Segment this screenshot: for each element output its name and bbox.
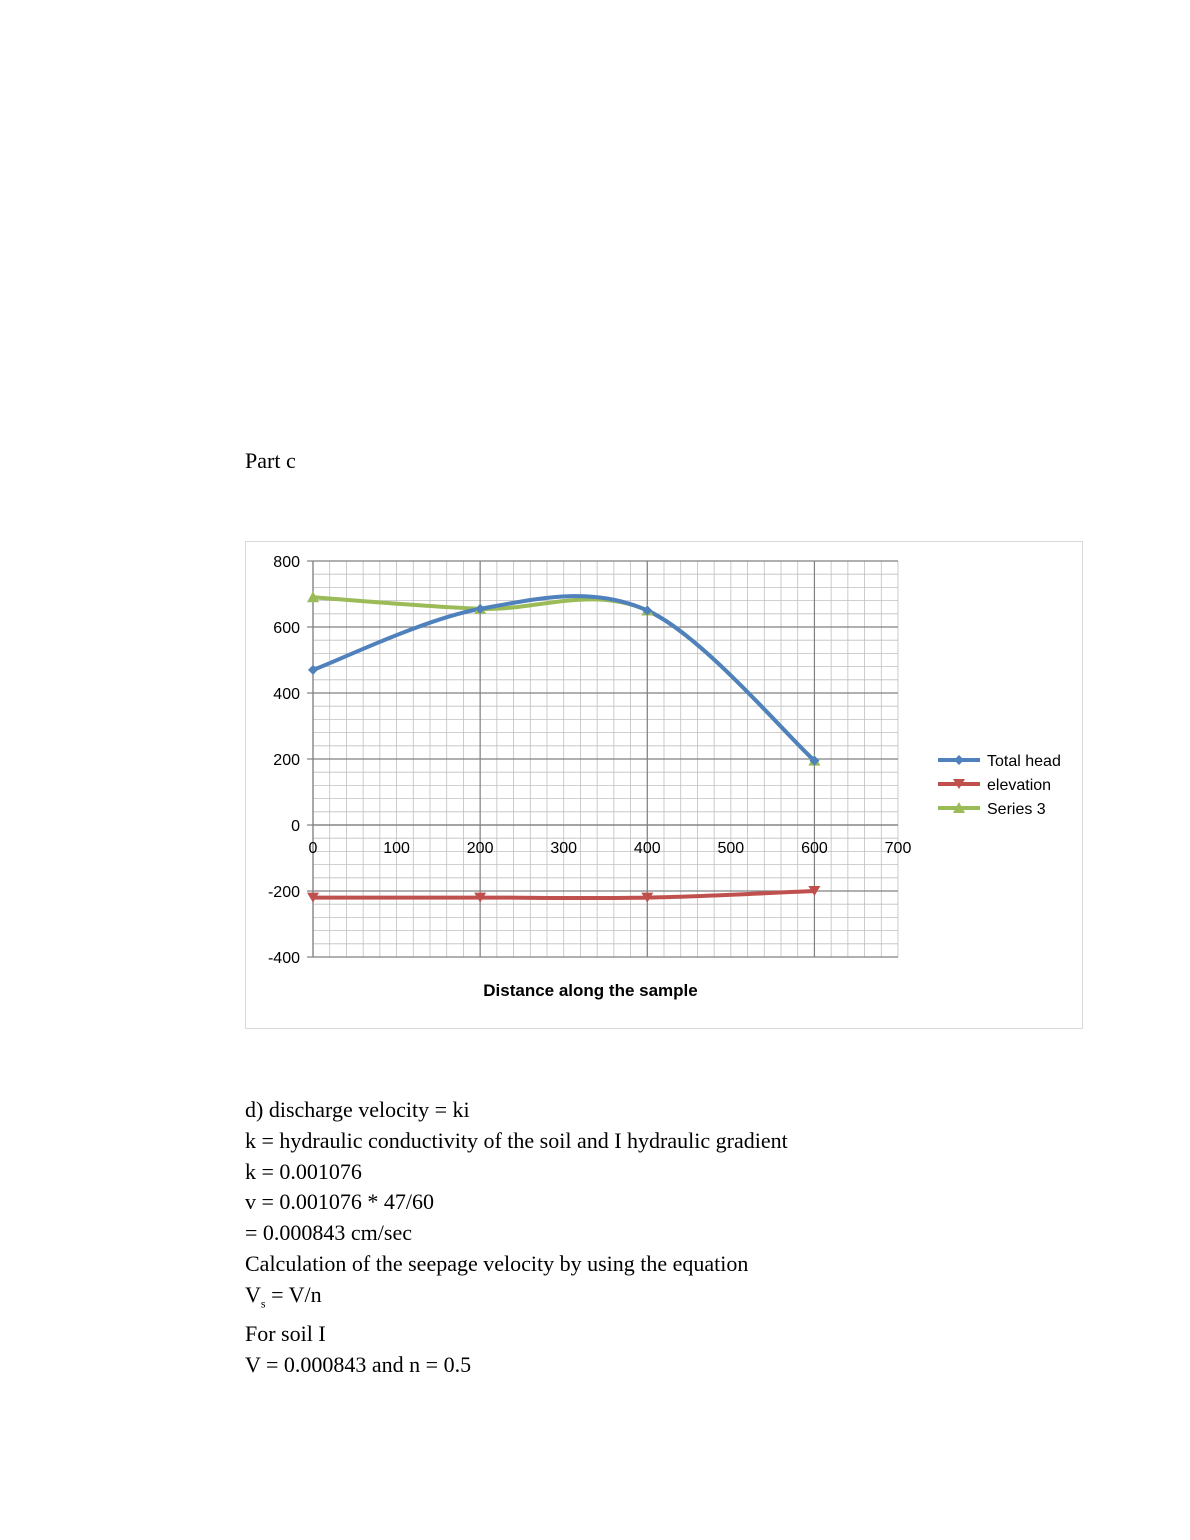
part-heading: Part c xyxy=(245,448,296,473)
text-line: k = hydraulic conductivity of the soil and I hydraulic gradient xyxy=(245,1127,788,1153)
body-text xyxy=(245,1095,788,1381)
y-tick-label: 800 xyxy=(273,554,300,571)
x-tick-label: 200 xyxy=(466,840,494,857)
legend-item xyxy=(938,801,1046,818)
text-line: Calculation of the seepage velocity by using the equation xyxy=(245,1250,749,1276)
legend xyxy=(938,753,1061,818)
x-tick-label: 500 xyxy=(717,840,745,857)
eq-var: V xyxy=(245,1281,261,1307)
legend-label: Series 3 xyxy=(987,801,1046,818)
legend-label: Total head xyxy=(987,753,1061,770)
text-line: k = 0.001076 xyxy=(245,1158,362,1184)
legend-item xyxy=(938,777,1051,794)
line-chart xyxy=(246,542,1084,1030)
text-line: V = 0.000843 and n = 0.5 xyxy=(245,1351,472,1377)
chart-frame xyxy=(245,541,1083,1029)
x-tick-label: 100 xyxy=(383,840,410,857)
text-line: For soil I xyxy=(245,1320,326,1346)
text-line-equation xyxy=(245,1280,788,1319)
x-tick-label: 300 xyxy=(550,840,578,857)
x-tick-label: 0 xyxy=(308,840,318,857)
eq-subscript: s xyxy=(260,1296,266,1311)
y-tick-label: -400 xyxy=(267,950,300,967)
eq-rest: = V/n xyxy=(265,1281,322,1307)
legend-item xyxy=(938,753,1061,770)
text-line: d) discharge velocity = ki xyxy=(245,1097,470,1122)
legend-label: elevation xyxy=(987,777,1052,794)
legend-marker xyxy=(954,755,964,765)
text-line: v = 0.001076 * 47/60 xyxy=(245,1189,435,1215)
x-tick-label: 600 xyxy=(801,840,828,857)
x-axis-label: Distance along the sample xyxy=(483,981,698,1000)
x-tick-label: 400 xyxy=(633,840,661,857)
y-tick-label: 200 xyxy=(273,752,300,769)
y-tick-label: 0 xyxy=(291,818,300,835)
y-tick-label: 400 xyxy=(273,686,300,703)
y-tick-label: 600 xyxy=(273,620,300,637)
x-tick-label: 700 xyxy=(884,840,912,857)
y-tick-label: -200 xyxy=(267,884,300,901)
text-line: = 0.000843 cm/sec xyxy=(245,1220,412,1246)
